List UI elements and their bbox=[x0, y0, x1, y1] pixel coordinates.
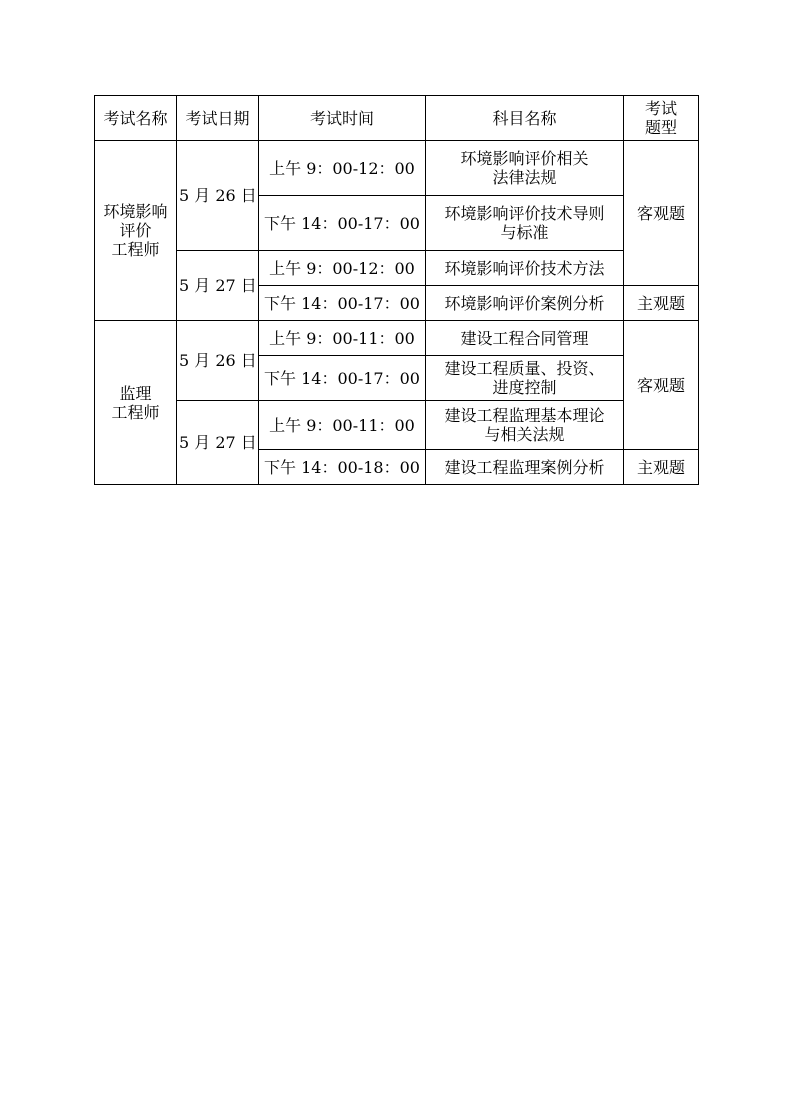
exam-name-line: 评价 bbox=[119, 221, 152, 240]
subject-cell bbox=[426, 401, 624, 450]
exam-time-cell: 下午 14：00-17：00 bbox=[259, 286, 426, 321]
exam-time-cell: 下午 14：00-17：00 bbox=[259, 356, 426, 401]
question-type-cell: 主观题 bbox=[624, 450, 699, 485]
subject-line: 与相关法规 bbox=[484, 425, 565, 444]
question-type-cell: 客观题 bbox=[624, 141, 699, 286]
exam-time-cell: 上午 9：00-11：00 bbox=[259, 321, 426, 356]
header-question-type-line2: 题型 bbox=[644, 118, 677, 137]
exam-name-line: 环境影响 bbox=[103, 202, 168, 221]
table-row bbox=[95, 141, 699, 196]
subject-line: 法律法规 bbox=[492, 168, 557, 187]
header-exam-date: 考试日期 bbox=[177, 96, 259, 141]
exam-time-cell: 上午 9：00-12：00 bbox=[259, 251, 426, 286]
table-row bbox=[95, 251, 699, 286]
header-exam-time: 考试时间 bbox=[259, 96, 426, 141]
exam-date-cell: 5 月 27 日 bbox=[177, 401, 259, 485]
header-question-type bbox=[624, 96, 699, 141]
subject-line: 环境影响评价相关 bbox=[460, 149, 589, 168]
exam-time-cell: 下午 14：00-17：00 bbox=[259, 196, 426, 251]
exam-name-cell bbox=[95, 141, 177, 321]
subject-cell: 环境影响评价技术方法 bbox=[426, 251, 624, 286]
subject-cell bbox=[426, 196, 624, 251]
exam-name-cell bbox=[95, 321, 177, 485]
exam-time-cell: 下午 14：00-18：00 bbox=[259, 450, 426, 485]
subject-line: 环境影响评价技术导则 bbox=[444, 204, 605, 223]
subject-cell: 建设工程合同管理 bbox=[426, 321, 624, 356]
exam-date-cell: 5 月 27 日 bbox=[177, 251, 259, 321]
subject-line: 建设工程监理基本理论 bbox=[444, 406, 605, 425]
exam-time-cell: 上午 9：00-11：00 bbox=[259, 401, 426, 450]
exam-name-line: 工程师 bbox=[111, 240, 160, 259]
header-row bbox=[95, 96, 699, 141]
header-question-type-line1: 考试 bbox=[644, 99, 677, 118]
table-row bbox=[95, 401, 699, 450]
exam-date-cell: 5 月 26 日 bbox=[177, 141, 259, 251]
exam-date-cell: 5 月 26 日 bbox=[177, 321, 259, 401]
header-subject-name: 科目名称 bbox=[426, 96, 624, 141]
exam-name-line: 监理 bbox=[119, 383, 152, 403]
subject-cell: 环境影响评价案例分析 bbox=[426, 286, 624, 321]
question-type-cell: 客观题 bbox=[624, 321, 699, 450]
subject-cell bbox=[426, 141, 624, 196]
exam-name-line: 工程师 bbox=[111, 402, 160, 422]
subject-line: 进度控制 bbox=[492, 378, 557, 397]
question-type-cell: 主观题 bbox=[624, 286, 699, 321]
subject-cell: 建设工程监理案例分析 bbox=[426, 450, 624, 485]
subject-line: 建设工程质量、投资、 bbox=[444, 359, 605, 378]
exam-schedule-table bbox=[94, 95, 699, 485]
table-row bbox=[95, 321, 699, 356]
exam-time-cell: 上午 9：00-12：00 bbox=[259, 141, 426, 196]
header-exam-name: 考试名称 bbox=[95, 96, 177, 141]
subject-cell bbox=[426, 356, 624, 401]
subject-line: 与标准 bbox=[500, 223, 549, 242]
